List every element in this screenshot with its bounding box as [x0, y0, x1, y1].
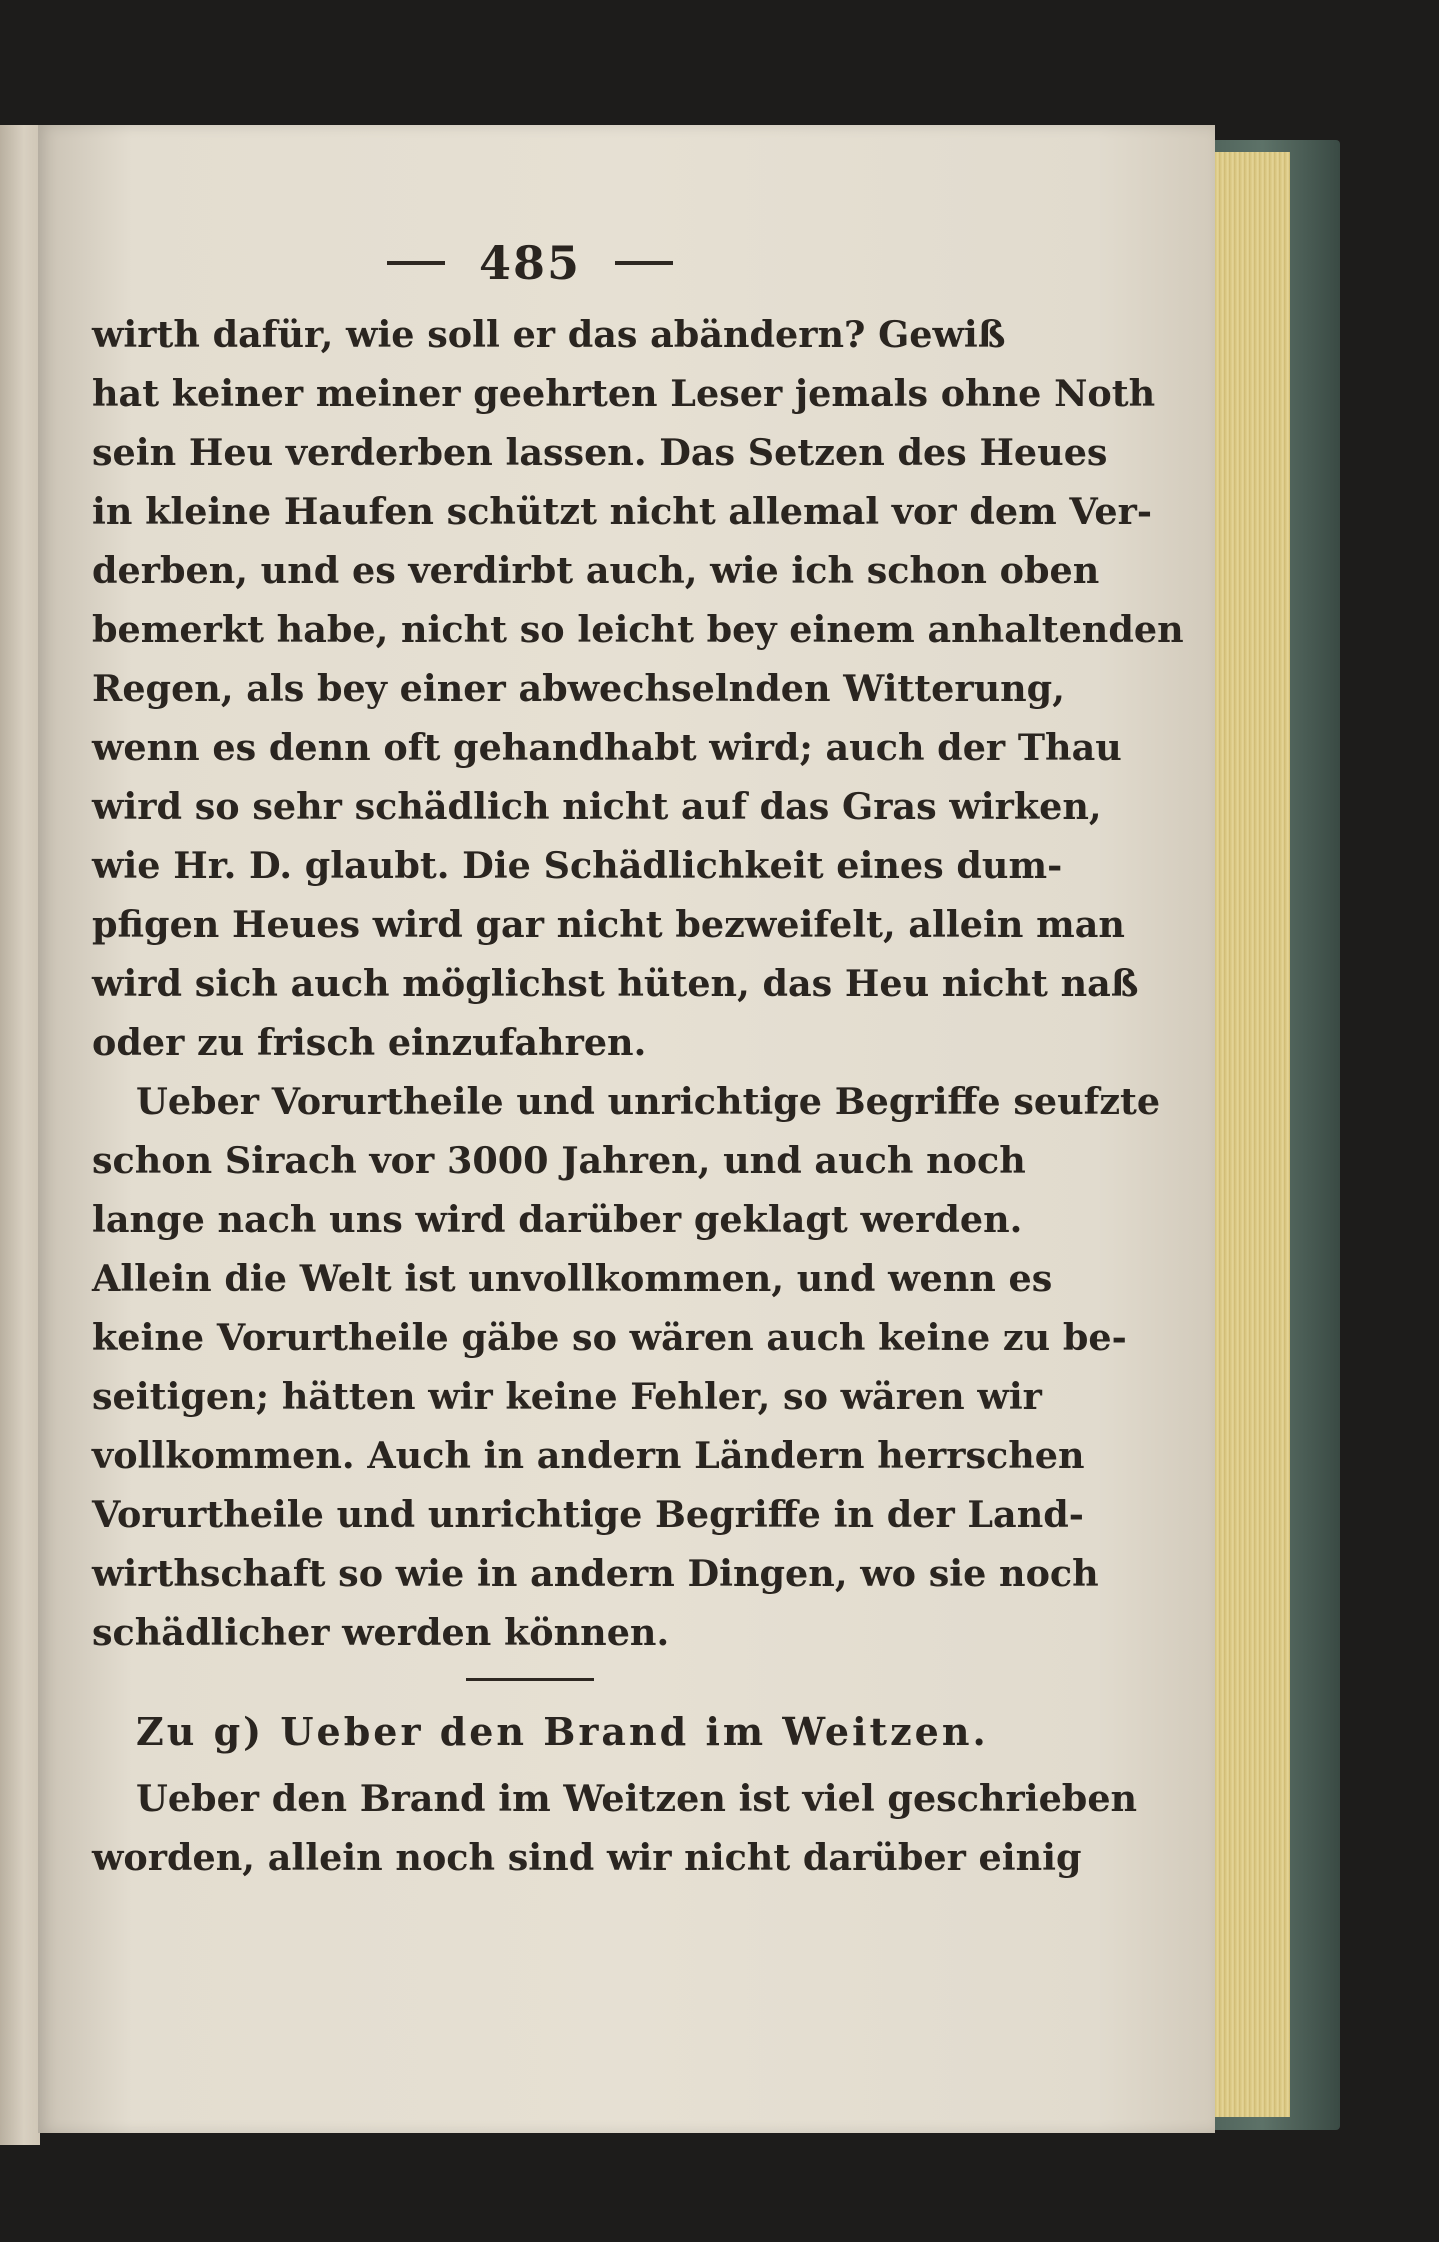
section-heading: Zu g) Ueber den Brand im Weitzen. [136, 1709, 989, 1754]
text-line: lange nach uns wird darüber geklagt werden. [92, 1198, 1023, 1241]
paragraph-2 [92, 1072, 1161, 1662]
page-number: 485 [478, 236, 582, 290]
text-line: keine Vorurtheile gäbe so wären auch keine zu be- [92, 1316, 1127, 1359]
text-line: Ueber den Brand im Weitzen ist viel geschrieben [136, 1777, 1138, 1820]
text-line: pfigen Heues wird gar nicht bezweifelt, allein man [92, 903, 1125, 946]
text-line: wird so sehr schädlich nicht auf das Gras wirken, [92, 785, 1102, 828]
text-line: oder zu frisch einzufahren. [92, 1021, 647, 1064]
text-line: worden, allein noch sind wir nicht darüber einig [92, 1836, 1082, 1879]
header-dash-left [387, 261, 445, 265]
text-line: Regen, als bey einer abwechselnden Witterung, [92, 667, 1065, 710]
paragraph-3 [92, 1769, 1138, 1887]
text-line: in kleine Haufen schützt nicht allemal vor dem Ver- [92, 490, 1152, 533]
text-line: bemerkt habe, nicht so leicht bey einem anhaltenden [92, 608, 1184, 651]
text-line: seitigen; hätten wir keine Fehler, so wären wir [92, 1375, 1042, 1418]
text-line: wirth dafür, wie soll er das abändern? Gewiß [92, 313, 1006, 356]
left-page-edge [0, 125, 40, 2145]
text-line: sein Heu verderben lassen. Das Setzen des Heues [92, 431, 1108, 474]
text-line: vollkommen. Auch in andern Ländern herrschen [92, 1434, 1085, 1477]
text-line: Ueber Vorurtheile und unrichtige Begriffe seufzte [136, 1080, 1161, 1123]
text-line: derben, und es verdirbt auch, wie ich schon oben [92, 549, 1100, 592]
paragraph-1 [92, 305, 1184, 1072]
text-line: Allein die Welt ist unvollkommen, und wenn es [92, 1257, 1053, 1300]
text-line: wie Hr. D. glaubt. Die Schädlichkeit eines dum- [92, 844, 1063, 887]
body-text [92, 305, 1184, 1887]
text-line: schädlicher werden können. [92, 1611, 670, 1654]
text-line: wird sich auch möglichst hüten, das Heu nicht naß [92, 962, 1139, 1005]
page-header [380, 228, 680, 298]
text-line: Vorurtheile und unrichtige Begriffe in der Land- [92, 1493, 1084, 1536]
section-divider [466, 1678, 594, 1681]
text-line: wirthschaft so wie in andern Dingen, wo sie noch [92, 1552, 1099, 1595]
text-line: wenn es denn oft gehandhabt wird; auch der Thau [92, 726, 1122, 769]
text-line: schon Sirach vor 3000 Jahren, und auch noch [92, 1139, 1026, 1182]
header-dash-right [615, 261, 673, 265]
text-line: hat keiner meiner geehrten Leser jemals ohne Noth [92, 372, 1156, 415]
